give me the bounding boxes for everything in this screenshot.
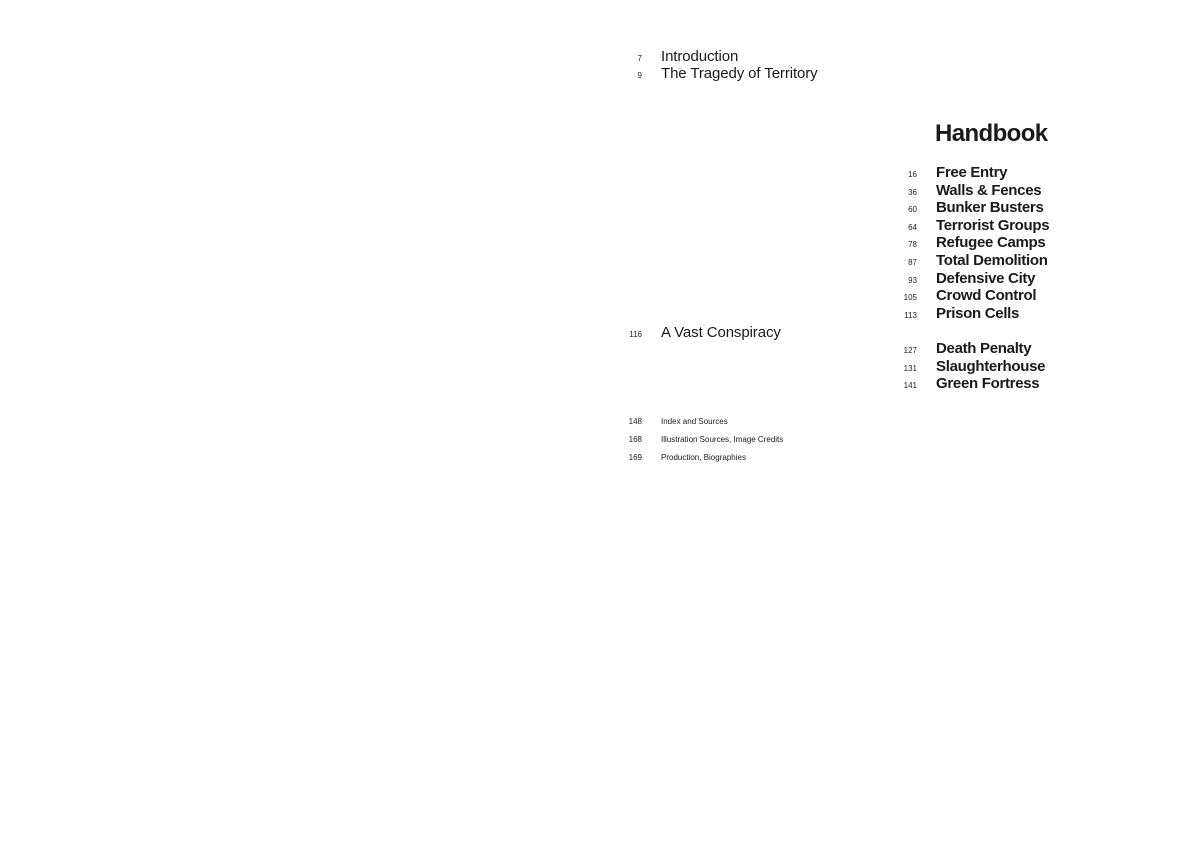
page-number: 16 — [908, 170, 917, 179]
page-number: 36 — [908, 188, 917, 197]
entry-title: Defensive City — [936, 270, 1036, 287]
page-number: 141 — [903, 381, 917, 390]
page-number: 60 — [908, 205, 917, 214]
toc-entry-index-sources[interactable] — [612, 417, 728, 426]
toc-entry-total-demolition[interactable] — [887, 252, 1048, 269]
entry-title: Slaughterhouse — [936, 358, 1046, 375]
entry-title: Bunker Busters — [936, 199, 1044, 216]
page-number: 168 — [628, 435, 642, 444]
entry-title: Crowd Control — [936, 287, 1037, 304]
toc-entry-refugee-camps[interactable] — [887, 234, 1045, 251]
entry-title: Refugee Camps — [936, 234, 1046, 251]
page-number: 93 — [908, 276, 917, 285]
entry-title: The Tragedy of Territory — [661, 65, 818, 82]
toc-entry-slaughterhouse[interactable] — [887, 358, 1045, 375]
toc-entry-terrorist-groups[interactable] — [887, 217, 1049, 234]
toc-entry-illustration-sources[interactable] — [612, 435, 783, 444]
entry-title: Production, Biographies — [661, 453, 746, 462]
entry-title: Total Demolition — [936, 252, 1048, 269]
entry-title: Terrorist Groups — [936, 217, 1050, 234]
page-number: 131 — [903, 364, 917, 373]
page-number: 148 — [628, 417, 642, 426]
page-number: 7 — [637, 54, 642, 63]
page-number: 169 — [628, 453, 642, 462]
toc-entry-bunker-busters[interactable] — [887, 199, 1044, 216]
page-number: 105 — [903, 293, 917, 302]
toc-entry-vast-conspiracy[interactable] — [612, 324, 781, 341]
toc-entry-death-penalty[interactable] — [887, 340, 1031, 357]
toc-entry-crowd-control[interactable] — [887, 287, 1036, 304]
toc-entry-tragedy-of-territory[interactable] — [612, 65, 818, 82]
page-number: 113 — [904, 311, 917, 320]
page-number: 9 — [637, 71, 642, 80]
page-number: 116 — [629, 330, 642, 339]
entry-title: Prison Cells — [936, 305, 1020, 322]
entry-title: Free Entry — [936, 164, 1008, 181]
page-number: 64 — [908, 223, 917, 232]
entry-title: A Vast Conspiracy — [661, 324, 781, 341]
toc-entry-free-entry[interactable] — [887, 164, 1007, 181]
toc-entry-green-fortress[interactable] — [887, 375, 1039, 392]
page-number: 78 — [908, 240, 917, 249]
toc-entry-production-biographies[interactable] — [612, 453, 746, 462]
toc-entry-walls-fences[interactable] — [887, 182, 1041, 199]
toc-entry-introduction[interactable] — [612, 48, 738, 65]
toc-entry-defensive-city[interactable] — [887, 270, 1035, 287]
entry-title: Index and Sources — [661, 417, 728, 426]
entry-title: Illustration Sources, Image Credits — [661, 435, 784, 444]
entry-title: Death Penalty — [936, 340, 1032, 357]
entry-title: Introduction — [661, 48, 739, 65]
entry-title: Green Fortress — [936, 375, 1040, 392]
handbook-heading: Handbook — [935, 120, 1048, 147]
page-number: 87 — [908, 258, 917, 267]
entry-title: Walls & Fences — [936, 182, 1042, 199]
toc-entry-prison-cells[interactable] — [887, 305, 1019, 322]
page-number: 127 — [903, 346, 917, 355]
